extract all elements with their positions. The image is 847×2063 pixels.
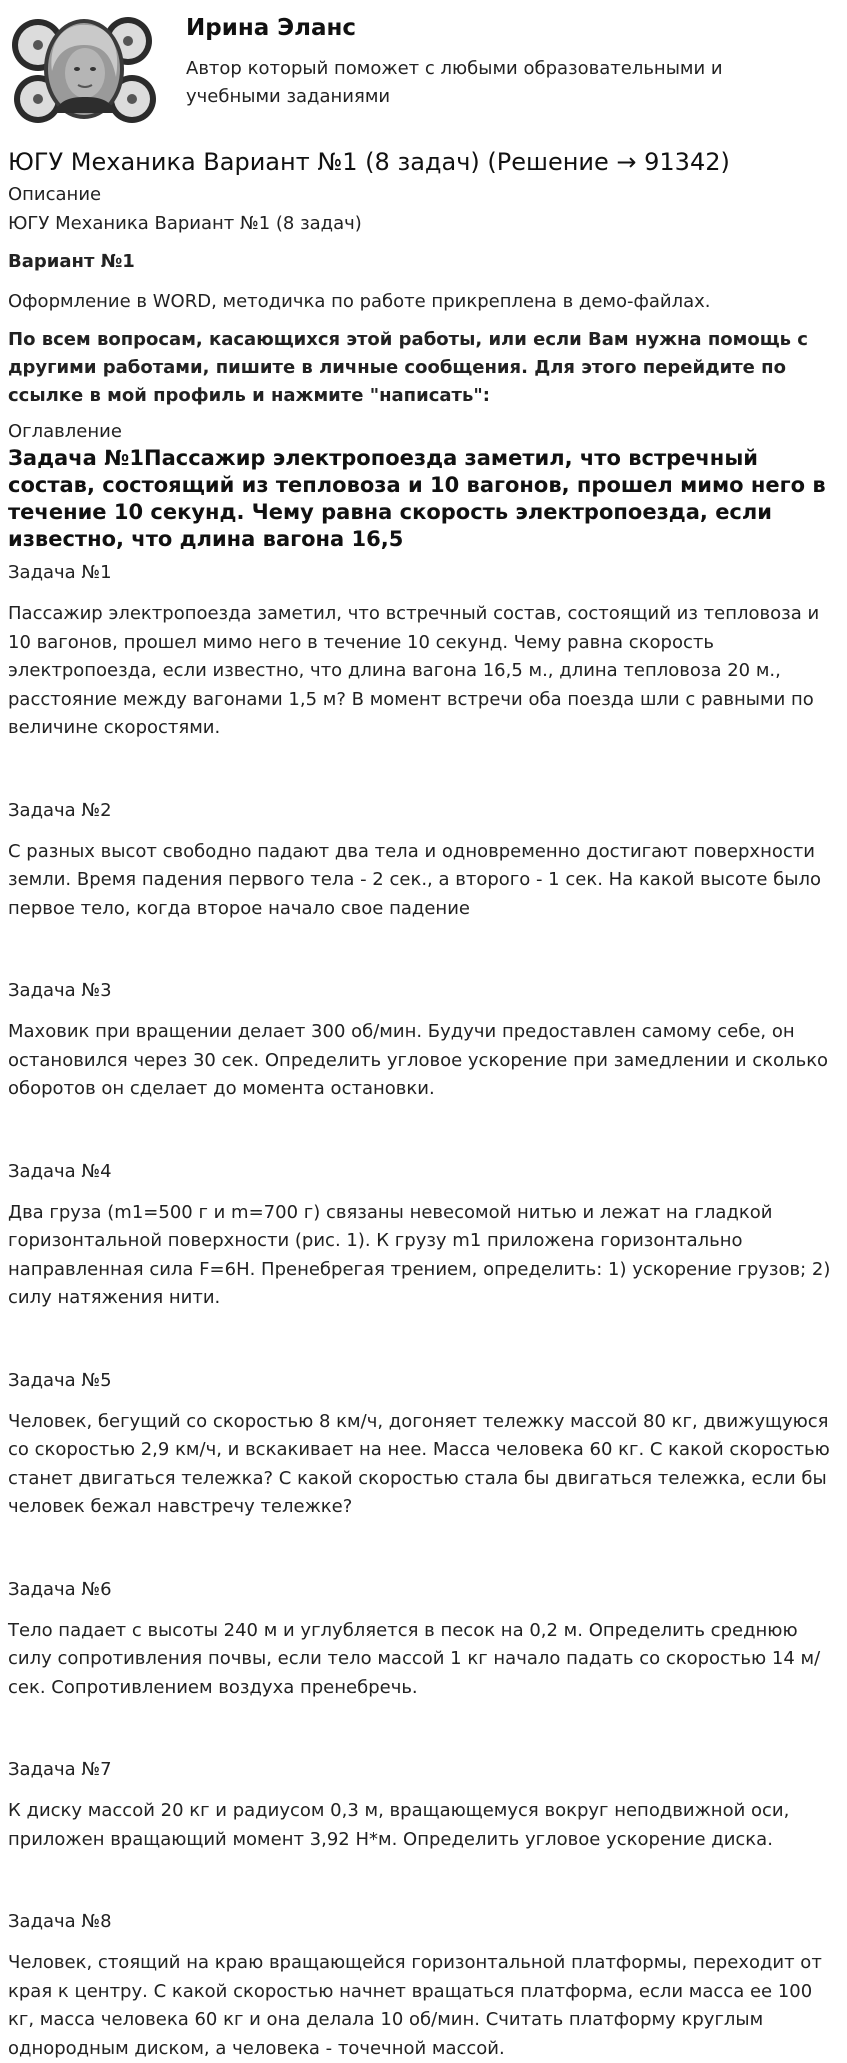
author-description: Автор который поможет с любыми образовательными и учебными заданиями xyxy=(186,58,723,107)
problem-item xyxy=(8,1757,842,1854)
description-text: ЮГУ Механика Вариант №1 (8 задач) xyxy=(8,213,362,234)
toc-label: Оглавление xyxy=(8,421,122,442)
problem-title: Задача №3 xyxy=(8,980,112,1001)
problem-title: Задача №4 xyxy=(8,1160,112,1182)
problem-text: С разных высот свободно падают два тела и одновременно достигают поверхности земли. Время падения первого тела - 2 сек., а второго - 1 сек. На какой высоте было первое тело, когда второе начало свое падение xyxy=(8,840,821,919)
author-avatar[interactable] xyxy=(8,7,158,129)
work-title: ЮГУ Механика Вариант №1 (8 задач) (Решение → 91342) xyxy=(8,148,730,176)
problem-text: Человек, бегущий со скоростью 8 км/ч, догоняет тележку массой 80 кг, движущуюся со скоростью 2,9 км/ч, и вскакивает на нее. Масса человека 60 кг. С какой скоростью станет двигаться тележка? С какой скоростью стала бы двигаться тележка, если бы человек бежал навстречу тележке? xyxy=(8,1410,830,1517)
problems-list xyxy=(8,560,842,2063)
problem-title: Задача №8 xyxy=(8,1911,112,1932)
problem-title: Задача №1 xyxy=(8,562,112,583)
contact-note: По всем вопросам, касающихся этой работы, или если Вам нужна помощь с другими работами, пишите в личные сообщения. Для этого перейдите по ссылке в мой профиль и нажмите "написать": xyxy=(8,329,808,406)
problem-text: Маховик при вращении делает 300 об/мин. Будучи предоставлен самому себе, он остановился через 30 сек. Определить угловое ускорение при замедлении и сколько оборотов он сделает до момента остановки. xyxy=(8,1021,829,1099)
problem-item xyxy=(8,1577,842,1703)
author-card[interactable] xyxy=(8,5,838,130)
variant-label: Вариант №1 xyxy=(8,251,135,272)
problem-text: Два груза (m1=500 г и m=700 г) связаны невесомой нитью и лежат на гладкой горизонтальной поверхности (рис. 1). К грузу m1 приложена горизонтально направленная сила F=6Н. Пренебрегая трением, определить: 1) ускорение грузов; 2) силу натяжения нити. xyxy=(8,1201,831,1308)
format-note: Оформление в WORD, методичка по работе прикреплена в демо-файлах. xyxy=(8,291,711,312)
problem-title: Задача №6 xyxy=(8,1578,112,1600)
problem-title: Задача №5 xyxy=(8,1369,112,1391)
problem-text: Тело падает с высоты 240 м и углубляется в песок на 0,2 м. Определить среднюю силу сопротивления почвы, если тело массой 1 кг начало падать со скоростью 14 м/сек. Сопротивлением воздуха пренебречь. xyxy=(8,1619,821,1698)
author-name[interactable]: Ирина Эланс xyxy=(186,15,357,41)
problem-item xyxy=(8,798,842,924)
work-content xyxy=(8,146,842,2063)
problem-item xyxy=(8,1368,842,1522)
problem-text: Человек, стоящий на краю вращающейся горизонтальной платформы, переходит от края к центру. С какой скоростью начнет вращаться платформа, если масса ее 100 кг, масса человека 60 кг и она делала 10 об/мин. Считать платформу круглым однородным диском, а человека - точечной массой. xyxy=(8,1952,822,2059)
problem-title: Задача №7 xyxy=(8,1759,112,1780)
problem-item xyxy=(8,1159,842,1313)
problem-title: Задача №2 xyxy=(8,799,112,821)
toc-heading: Задача №1Пассажир электропоезда заметил, что встречный состав, состоящий из тепловоза и 10 вагонов, прошел мимо него в течение 10 секунд. Чему равна скорость электропоезда, если известно, что длина вагона 16,5 xyxy=(8,446,826,551)
problem-item xyxy=(8,1909,842,2063)
problem-item xyxy=(8,978,842,1104)
problem-text: К диску массой 20 кг и радиусом 0,3 м, вращающемуся вокруг неподвижной оси, приложен вращающий момент 3,92 Н*м. Определить угловое ускорение диска. xyxy=(8,1800,790,1850)
problem-text: Пассажир электропоезда заметил, что встречный состав, состоящий из тепловоза и 10 вагонов, прошел мимо него в течение 10 секунд. Чему равна скорость электропоезда, если известно, что длина вагона 16,5 м., длина тепловоза 20 м., расстояние между вагонами 1,5 м? В момент встречи оба поезда шли с равными по величине скоростями. xyxy=(8,603,820,738)
problem-item xyxy=(8,560,842,743)
description-label: Описание xyxy=(8,184,102,205)
